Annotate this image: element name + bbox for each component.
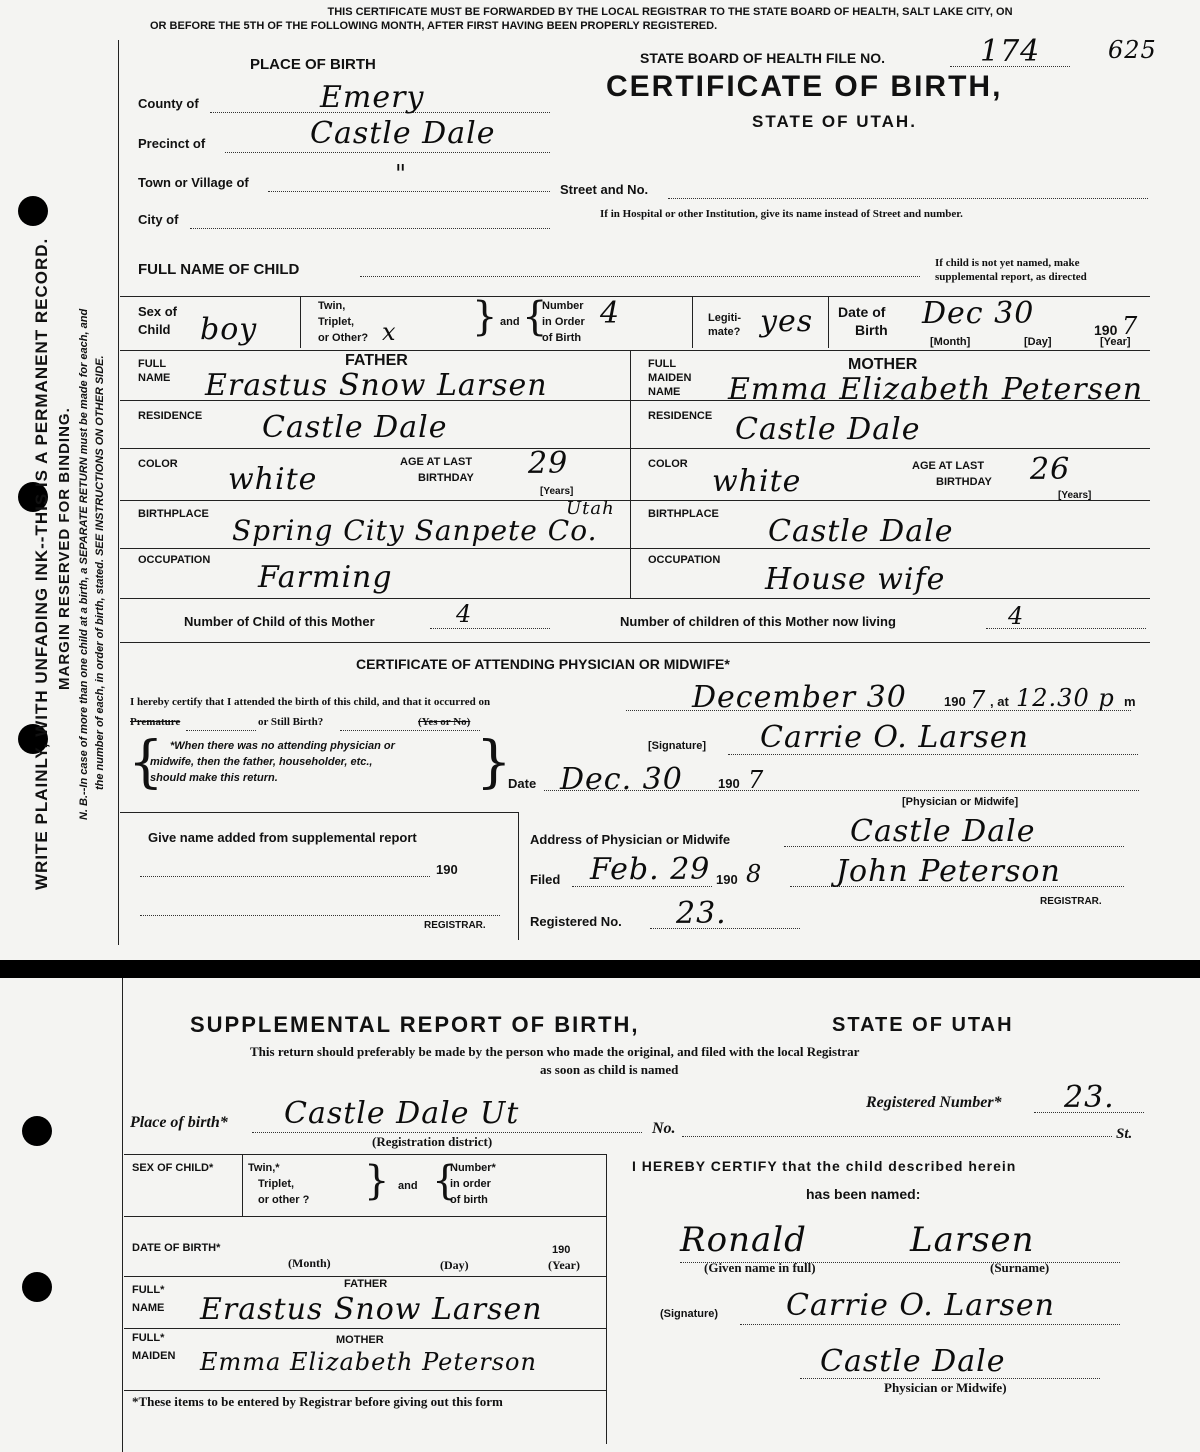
mother-full-label: FULL — [648, 358, 677, 370]
binding-hole — [22, 1116, 52, 1146]
supp-signature-label: (Signature) — [660, 1308, 719, 1320]
margin-rule — [118, 40, 119, 945]
address-value: Castle Dale — [850, 814, 1036, 849]
date-label: Date — [508, 776, 537, 791]
supp-registered-label: Registered Number* — [866, 1094, 1002, 1111]
dob-value: Dec 30 — [922, 296, 1035, 331]
supp-footnote: *These items to be entered by Registrar before giving out this form — [132, 1394, 503, 1409]
supp-day-label: (Day) — [440, 1258, 469, 1272]
father-name: Erastus Snow Larsen — [205, 368, 548, 403]
and-label: and — [500, 316, 520, 328]
mother-age-label-2: BIRTHDAY — [936, 476, 992, 488]
father-heading: FATHER — [345, 352, 408, 369]
father-years-label: [Years] — [540, 486, 574, 497]
father-name-label: NAME — [138, 372, 171, 384]
day-label: [Day] — [1024, 336, 1052, 348]
street-label: Street and No. — [560, 182, 649, 197]
mother-birthplace-label: BIRTHPLACE — [648, 508, 719, 520]
supp-place-value: Castle Dale Ut — [284, 1096, 520, 1131]
forward-notice: THIS CERTIFICATE MUST BE FORWARDED BY THE LOCAL REGISTRAR TO THE STATE BOARD OF HEALTH, SALT LAKE CITY, ON — [327, 6, 1013, 18]
not-named-note: If child is not yet named, make — [935, 257, 1080, 269]
mother-name-label: NAME — [648, 386, 681, 398]
supp-certify-2: has been named: — [806, 1186, 921, 1202]
supp-name-label: Give name added from supplemental report — [148, 830, 417, 845]
supp-month-label: (Month) — [288, 1256, 331, 1270]
supp-twin-2: Triplet, — [258, 1178, 295, 1190]
physician-or-midwife-label: [Physician or Midwife] — [902, 796, 1019, 808]
note-line-2: midwife, then the father, householder, etc., — [150, 756, 373, 768]
num-living-value: 4 — [1008, 602, 1025, 630]
father-full-label: FULL — [138, 358, 167, 370]
margin-instruction: WRITE PLAINLY, WITH UNFADING INK--THIS IS A PERMANENT RECORD. — [32, 237, 51, 890]
twin-label-2: Triplet, — [318, 316, 355, 328]
hospital-note: If in Hospital or other Institution, give its name instead of Street and number. — [600, 208, 963, 220]
supp-full-label-2: FULL* — [132, 1332, 165, 1344]
precinct-value: Castle Dale — [310, 116, 496, 151]
mother-occupation: House wife — [765, 562, 946, 597]
num-child-value: 4 — [456, 600, 473, 628]
town-label: Town or Village of — [138, 175, 249, 190]
supp-dob-label: DATE OF BIRTH* — [132, 1242, 221, 1254]
supp-mother-name: Emma Elizabeth Peterson — [200, 1348, 537, 1376]
number-label-3: of Birth — [542, 332, 582, 344]
father-residence-label: RESIDENCE — [138, 410, 203, 422]
supp-full-label: FULL* — [132, 1284, 165, 1296]
supp-surname: Larsen — [910, 1220, 1035, 1260]
mother-heading: MOTHER — [848, 356, 918, 373]
supplemental-report: SUPPLEMENTAL REPORT OF BIRTH, STATE OF UTAH This return should preferably be made by the person who made the original, and filed with the local Registrar as soon as child is named Registered Number* 23. Place of birth* Castle Dale Ut (Registration district) No. St. SEX OF CHILD* Twin,* Triplet, or other ? } and { Number* in order of birth DATE OF BIRTH* (Month) (Day) 190 (Year) FATHER FULL* NAME Erastus Snow Larsen MOTHER FULL* MAIDEN Emma Elizabeth Peterson *These items to be entered by Registrar before giving out this form I HEREBY CERTIFY that the child described herein has been named: Ronald Larsen (Given name in full) (Surname) (Signature) Carrie O. Larsen Castle Dale Physician or Midwife) — [0, 978, 1200, 1452]
registrar-small: REGISTRAR. — [424, 920, 486, 931]
father-color-label: COLOR — [138, 458, 178, 470]
supp-surname-label: (Surname) — [990, 1260, 1050, 1275]
mother-age-label: AGE AT LAST — [912, 460, 985, 472]
number-label-2: in Order — [542, 316, 585, 328]
filed-value: Feb. 29 — [590, 852, 711, 887]
twin-value: x — [382, 318, 397, 346]
mother-maiden-label: MAIDEN — [648, 372, 692, 384]
num-living-label: Number of children of this Mother now living — [620, 614, 896, 629]
county-value: Emery — [320, 80, 425, 115]
occurred-year-prefix: 190 — [944, 694, 966, 709]
supp-physician-label: Physician or Midwife) — [884, 1380, 1007, 1395]
sex-label-2: Child — [138, 322, 171, 337]
file-no-extra: 625 — [1108, 36, 1157, 64]
father-birthplace-extra: Utah — [566, 498, 615, 519]
supp-sex-label: SEX OF CHILD* — [132, 1162, 214, 1174]
dob-label: Date of — [838, 304, 886, 320]
town-value: " — [395, 160, 408, 188]
margin-nb-note: N. B.--In case of more than one child at a birth, a SEPARATE RETURN must be made for each, and — [78, 308, 90, 820]
legit-label: Legiti- — [708, 312, 741, 324]
county-label: County of — [138, 96, 199, 111]
certify-text: I hereby certify that I attended the birth of this child, and that it occurred on — [130, 696, 491, 708]
dob-year-prefix: 190 — [1094, 322, 1118, 338]
mother-occupation-label: OCCUPATION — [648, 554, 721, 566]
city-label: City of — [138, 212, 179, 227]
supp-address: Castle Dale — [820, 1344, 1006, 1379]
certificate-subtitle: STATE OF UTAH. — [752, 112, 917, 131]
mother-name: Emma Elizabeth Petersen — [728, 372, 1144, 407]
supp-twin: Twin,* — [248, 1162, 280, 1174]
supp-number: Number* — [450, 1162, 496, 1174]
certificate-title: CERTIFICATE OF BIRTH, — [606, 70, 1003, 103]
sex-value: boy — [200, 312, 258, 347]
not-named-note-2: supplemental report, as directed — [935, 271, 1087, 283]
supp-year-label: (Year) — [548, 1258, 580, 1272]
supp-given-label: (Given name in full) — [704, 1260, 816, 1275]
supp-mother-heading: MOTHER — [336, 1334, 384, 1346]
father-color: white — [228, 462, 318, 497]
filed-year: 8 — [746, 860, 763, 888]
supp-st-label: St. — [1116, 1126, 1133, 1142]
twin-label: Twin, — [318, 300, 346, 312]
full-name-label: FULL NAME OF CHILD — [138, 261, 300, 278]
sex-label: Sex of — [138, 304, 178, 319]
num-child-label: Number of Child of this Mother — [184, 614, 375, 629]
precinct-label: Precinct of — [138, 136, 206, 151]
supp-title: SUPPLEMENTAL REPORT OF BIRTH, — [190, 1012, 640, 1037]
m-label: m — [1124, 694, 1136, 709]
registered-value: 23. — [676, 896, 727, 931]
file-no-label: STATE BOARD OF HEALTH FILE NO. — [640, 50, 885, 66]
signature-label: [Signature] — [648, 740, 707, 752]
supp-father-name: Erastus Snow Larsen — [200, 1292, 543, 1327]
number-value: 4 — [600, 296, 621, 331]
father-birthplace: Spring City Sanpete Co. — [232, 514, 598, 547]
filed-year-prefix: 190 — [716, 872, 738, 887]
occurred-time: 12.30 p — [1016, 684, 1115, 712]
dob-year-value: 7 — [1122, 312, 1139, 340]
supp-twin-3: or other ? — [258, 1194, 310, 1206]
father-birthplace-label: BIRTHPLACE — [138, 508, 209, 520]
father-occupation-label: OCCUPATION — [138, 554, 211, 566]
supp-instruction-2: as soon as child is named — [540, 1062, 679, 1077]
occurred-date: December 30 — [692, 680, 907, 715]
supp-year-190: 190 — [552, 1244, 571, 1256]
supp-title-state: STATE OF UTAH — [832, 1014, 1014, 1036]
file-no-value: 174 — [980, 34, 1041, 69]
legit-value: yes — [760, 304, 814, 339]
mother-years-label: [Years] — [1058, 490, 1092, 501]
birth-certificate: WRITE PLAINLY, WITH UNFADING INK--THIS IS A PERMANENT RECORD. MARGIN RESERVED FOR BINDING. N. B.--In case of more than one child at a birth, a SEPARATE RETURN must be made for each, and the number of each, in order of birth, stated. SEE INSTRUCTIONS ON OTHER SIDE. THIS CERTIFICATE MUST BE FORWARDED BY THE LOCAL REGISTRAR TO THE STATE BOARD OF HEALTH, SALT LAKE CITY, ON OR BEFORE THE 5TH OF THE FOLLOWING MONTH, AFTER FIRST HAVING BEEN PROPERLY REGISTERED. PLACE OF BIRTH County of Emery Precinct of Castle Dale Town or Village of " City of STATE BOARD OF HEALTH FILE NO. 174 625 CERTIFICATE OF BIRTH, STATE OF UTAH. Street and No. If in Hospital or other Institution, give its name instead of Street and number. FULL NAME OF CHILD If child is not yet named, make supplemental report, as directed Sex of Child boy Twin, Triplet, or Other? x } and { Number in Order of Birth 4 Legiti- mate? yes Date of Birth Dec 30 190 7 [Month] [Day] [Year] FATHER MOTHER FULL NAME Erastus Snow Larsen FULL MAIDEN NAME Emma Elizabeth Petersen RESIDENCE Castle Dale RESIDENCE Castle Dale COLOR white AGE AT LAST BIRTHDAY 29 [Years] COLOR white AGE AT LAST BIRTHDAY 26 [Years] BIRTHPLACE Spring City Sanpete Co. Utah BIRTHPLACE Castle Dale OCCUPATION Farming OCCUPATION House wife Number of Child of this Mother 4 Number of children of this Mother now living 4 CERTIFICATE OF ATTENDING PHYSICIAN OR MIDWIFE* I hereby certify that I attended the birth of this child, and that it occurred on December 30 190 7 , at 12.30 p m Premature or Still Birth? (Yes or No) { *When there was no attending physician or midwife, then the father, householder, etc., should make this return. } [Signature] Carrie O. Larsen Date Dec. 30 190 7 [Physician or Midwife] Give name added from supplemental report 190 REGISTRAR. Address of Physician or Midwife Castle Dale Filed Feb. 29 190 8 John Peterson REGISTRAR. Registered No. 23. — [0, 0, 1200, 960]
supp-given-name: Ronald — [680, 1220, 807, 1260]
margin-nb-note-2: the number of each, in order of birth, stated. SEE INSTRUCTIONS ON OTHER SIDE. — [94, 355, 106, 790]
occurred-year: 7 — [970, 686, 987, 714]
legit-label-2: mate? — [708, 326, 741, 338]
address-label: Address of Physician or Midwife — [530, 832, 731, 847]
year-label: [Year] — [1100, 336, 1131, 348]
supp-maiden-label: MAIDEN — [132, 1350, 176, 1362]
supp-certify: I HEREBY CERTIFY that the child described herein — [632, 1158, 1017, 1174]
date-year-prefix: 190 — [718, 776, 740, 791]
mother-color: white — [712, 464, 802, 499]
binding-hole — [22, 1272, 52, 1302]
mother-residence: Castle Dale — [735, 412, 921, 447]
supp-number-2: in order — [450, 1178, 491, 1190]
at-label: , at — [990, 694, 1009, 709]
month-label: [Month] — [930, 336, 971, 348]
supp-190: 190 — [436, 862, 458, 877]
note-line-1: *When there was no attending physician or — [170, 740, 395, 752]
mother-age: 26 — [1030, 452, 1071, 487]
supp-number-3: of birth — [450, 1194, 488, 1206]
father-age: 29 — [528, 446, 569, 481]
father-age-label-2: BIRTHDAY — [418, 472, 474, 484]
date-value: Dec. 30 — [560, 762, 683, 797]
supp-and: and — [398, 1180, 418, 1192]
mother-birthplace: Castle Dale — [768, 514, 954, 549]
supp-place-label: Place of birth* — [130, 1114, 228, 1131]
supp-instruction: This return should preferably be made by the person who made the original, and filed with the local Registrar — [250, 1044, 860, 1059]
father-age-label: AGE AT LAST — [400, 456, 473, 468]
mother-residence-label: RESIDENCE — [648, 410, 713, 422]
physician-heading: CERTIFICATE OF ATTENDING PHYSICIAN OR MIDWIFE* — [356, 656, 730, 672]
binding-hole — [18, 196, 48, 226]
father-residence: Castle Dale — [262, 410, 448, 445]
registrar-label: REGISTRAR. — [1040, 896, 1102, 907]
filed-label: Filed — [530, 872, 561, 887]
still-birth-label: or Still Birth? — [258, 716, 324, 728]
place-of-birth-heading: PLACE OF BIRTH — [250, 56, 376, 73]
number-label: Number — [542, 300, 584, 312]
registrar-signature: John Peterson — [836, 854, 1061, 889]
father-occupation: Farming — [258, 560, 393, 595]
premature-label: Premature — [130, 716, 181, 728]
margin-binding-note: MARGIN RESERVED FOR BINDING. — [56, 407, 73, 690]
supp-father-heading: FATHER — [344, 1278, 388, 1290]
supp-reg-district: (Registration district) — [372, 1134, 493, 1149]
signature-value: Carrie O. Larsen — [760, 720, 1029, 755]
date-year: 7 — [748, 766, 765, 794]
forward-notice-2: OR BEFORE THE 5TH OF THE FOLLOWING MONTH, AFTER FIRST HAVING BEEN PROPERLY REGISTERED. — [150, 20, 718, 32]
supp-no-label: No. — [652, 1120, 676, 1137]
note-line-3: should make this return. — [150, 772, 278, 784]
mother-color-label: COLOR — [648, 458, 688, 470]
supp-registered-value: 23. — [1064, 1080, 1115, 1115]
supp-signature: Carrie O. Larsen — [786, 1288, 1055, 1323]
registered-label: Registered No. — [530, 914, 622, 929]
dob-label-2: Birth — [855, 322, 888, 338]
supp-name-label: NAME — [132, 1302, 165, 1314]
twin-label-3: or Other? — [318, 332, 369, 344]
yes-no-label: (Yes or No) — [418, 716, 471, 728]
